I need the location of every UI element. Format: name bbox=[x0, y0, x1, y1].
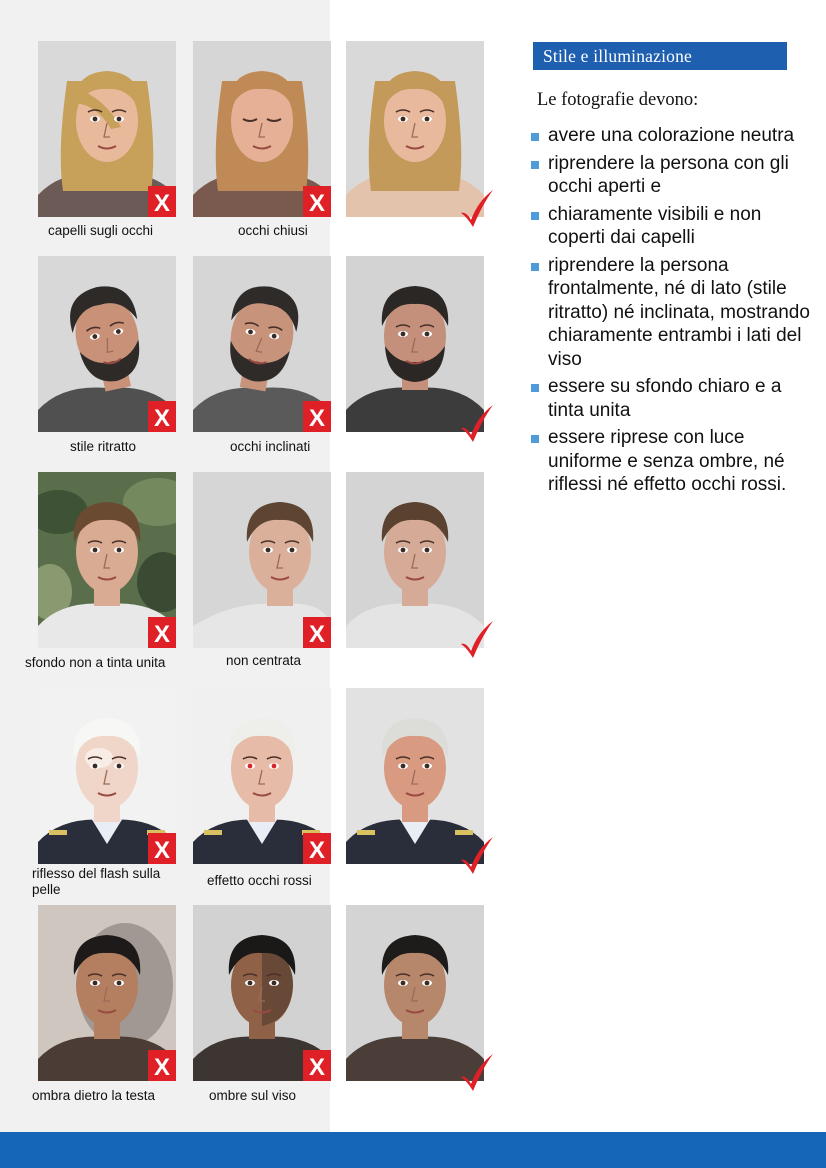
check-mark-icon bbox=[458, 187, 496, 229]
svg-text:X: X bbox=[308, 621, 326, 648]
requirement-item bbox=[531, 426, 821, 497]
requirement-text: chiaramente visibili e non coperti dai capelli bbox=[548, 203, 762, 248]
photo-caption: effetto occhi rossi bbox=[207, 873, 312, 888]
bullet-square-icon bbox=[531, 263, 539, 271]
requirement-item bbox=[531, 124, 821, 148]
photo-caption: riflesso del flash sulla pelle bbox=[32, 866, 161, 897]
photo-caption: occhi chiusi bbox=[238, 223, 308, 238]
requirement-item bbox=[531, 254, 821, 372]
photo-caption: non centrata bbox=[226, 653, 302, 668]
bullet-square-icon bbox=[531, 384, 539, 392]
footer-band bbox=[0, 1132, 826, 1168]
svg-text:X: X bbox=[153, 190, 171, 217]
x-mark-icon bbox=[303, 186, 331, 217]
requirement-item bbox=[531, 375, 821, 422]
x-mark-icon bbox=[303, 833, 331, 864]
svg-text:X: X bbox=[308, 405, 326, 432]
example-photo bbox=[193, 688, 331, 864]
example-photo bbox=[38, 905, 176, 1081]
svg-text:X: X bbox=[153, 621, 171, 648]
photo-caption: ombre sul viso bbox=[209, 1088, 297, 1103]
bullet-square-icon bbox=[531, 212, 539, 220]
requirement-text: riprendere la persona con gli occhi aperti e bbox=[548, 152, 789, 197]
requirement-text: essere riprese con luce uniforme e senza ombre, né riflessi né effetto occhi rossi. bbox=[548, 427, 787, 495]
x-mark-icon bbox=[148, 617, 176, 648]
x-mark-icon bbox=[303, 1050, 331, 1081]
x-mark-icon bbox=[148, 401, 176, 432]
check-mark-icon bbox=[458, 618, 496, 660]
example-photo bbox=[193, 256, 331, 432]
requirement-text: riprendere la persona frontalmente, né di lato (stile ritratto) né inclinata, mostrando chiaramente entrambi i lati del viso bbox=[548, 254, 810, 370]
photo-caption: capelli sugli occhi bbox=[48, 223, 154, 238]
photo-caption: occhi inclinati bbox=[230, 439, 311, 454]
example-photo bbox=[193, 472, 331, 648]
requirement-text: avere una colorazione neutra bbox=[548, 125, 795, 146]
example-photo bbox=[38, 256, 176, 432]
photo-caption: stile ritratto bbox=[70, 439, 137, 454]
x-mark-icon bbox=[148, 186, 176, 217]
check-mark-icon bbox=[458, 834, 496, 876]
svg-text:X: X bbox=[153, 837, 171, 864]
check-mark-icon bbox=[458, 1051, 496, 1093]
x-mark-icon bbox=[303, 401, 331, 432]
intro-text: Le fotografie devono: bbox=[537, 90, 699, 110]
example-photo bbox=[38, 41, 176, 217]
example-photo bbox=[38, 472, 176, 648]
section-header: Stile e illuminazione bbox=[533, 42, 787, 70]
requirement-item bbox=[531, 152, 821, 199]
svg-text:X: X bbox=[308, 1054, 326, 1081]
requirements-list bbox=[531, 124, 821, 501]
x-mark-icon bbox=[148, 1050, 176, 1081]
example-photo bbox=[38, 688, 176, 864]
svg-text:X: X bbox=[153, 405, 171, 432]
photo-caption: ombra dietro la testa bbox=[32, 1088, 156, 1103]
bullet-square-icon bbox=[531, 435, 539, 443]
bullet-square-icon bbox=[531, 133, 539, 141]
svg-text:X: X bbox=[153, 1054, 171, 1081]
requirement-text: essere su sfondo chiaro e a tinta unita bbox=[548, 376, 782, 421]
example-photo bbox=[193, 41, 331, 217]
bullet-square-icon bbox=[531, 161, 539, 169]
example-photo bbox=[193, 905, 331, 1081]
x-mark-icon bbox=[148, 833, 176, 864]
check-mark-icon bbox=[458, 402, 496, 444]
svg-text:X: X bbox=[308, 190, 326, 217]
x-mark-icon bbox=[303, 617, 331, 648]
requirement-item bbox=[531, 203, 821, 250]
svg-text:X: X bbox=[308, 837, 326, 864]
photo-caption: sfondo non a tinta unita bbox=[25, 655, 166, 670]
